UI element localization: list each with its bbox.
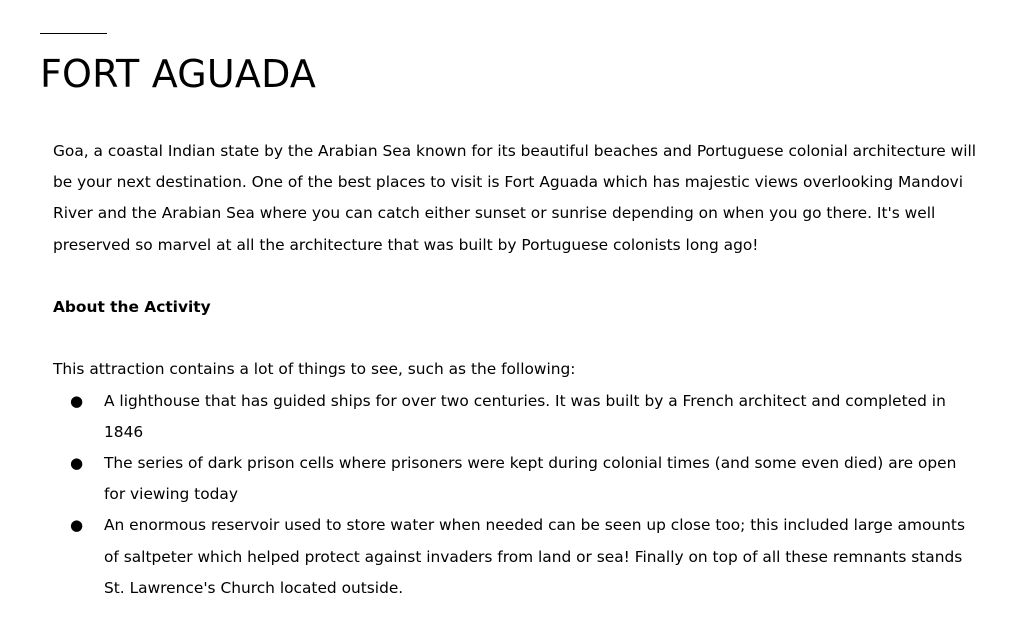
article-body <box>53 136 978 604</box>
title-accent-rule <box>40 33 107 34</box>
list-item-text: The series of dark prison cells where prisoners were kept during colonial times (and some even died) are open for viewing today <box>104 454 957 504</box>
list-item <box>53 510 978 604</box>
list-item-text: An enormous reservoir used to store water when needed can be seen up close too; this included large amounts of saltpeter which helped protect against invaders from land or sea! Finally on top of all these remnants stands St. Lawrence's Church located outside. <box>104 516 965 597</box>
intro-paragraph: Goa, a coastal Indian state by the Arabian Sea known for its beautiful beaches and Portuguese colonial architecture will be your next destination. One of the best places to visit is Fort Aguada which has majestic views overlooking Mandovi River and the Arabian Sea where you can catch either sunset or sunrise depending on when you go there. It's well preserved so marvel at all the architecture that was built by Portuguese colonists long ago! <box>53 142 977 254</box>
spacer <box>53 323 978 354</box>
list-item-text: A lighthouse that has guided ships for over two centuries. It was built by a French architect and completed in 1846 <box>104 391 946 441</box>
bullet-icon: ● <box>70 391 84 410</box>
list-item <box>53 448 978 510</box>
section-heading: About the Activity <box>53 298 211 316</box>
bullet-icon: ● <box>70 454 84 472</box>
list-intro: This attraction contains a lot of things to see, such as the following: <box>53 360 576 379</box>
list-item <box>53 386 978 448</box>
page-title: FORT AGUADA <box>40 52 317 96</box>
spacer <box>53 261 978 292</box>
feature-list <box>53 386 978 604</box>
bullet-icon: ● <box>70 516 84 535</box>
